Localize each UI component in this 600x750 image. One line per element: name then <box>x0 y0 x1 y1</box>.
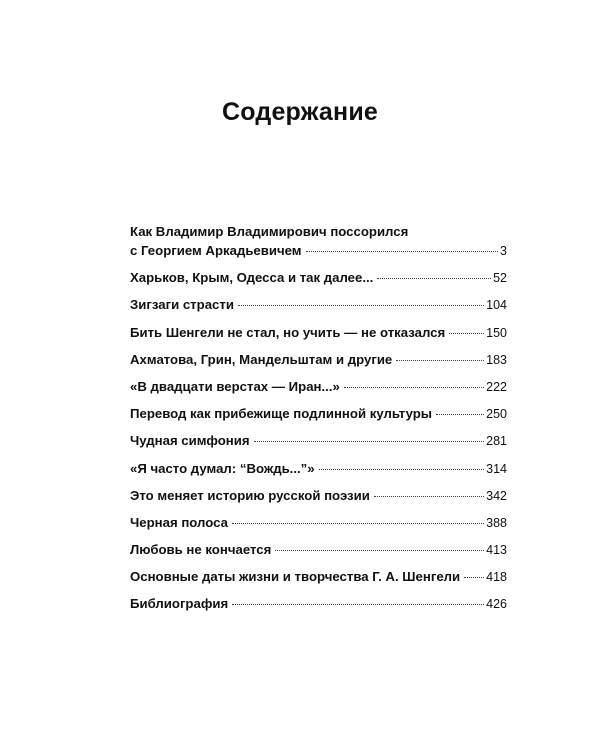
toc-entry-title: Зигзаги страсти <box>130 297 234 313</box>
toc-entry-title: Харьков, Крым, Одесса и так далее... <box>130 270 374 286</box>
toc-entry[interactable] <box>130 594 507 614</box>
dot-leader <box>344 387 484 388</box>
dot-leader <box>232 523 484 524</box>
toc-entry[interactable] <box>130 222 507 261</box>
toc-entry[interactable] <box>130 377 507 397</box>
toc-entry[interactable] <box>130 567 507 587</box>
toc-entry[interactable] <box>130 540 507 560</box>
toc-page-number: 418 <box>486 570 507 585</box>
dot-leader <box>396 360 484 361</box>
toc-page-number: 183 <box>486 352 507 367</box>
dot-leader <box>464 577 484 578</box>
toc-entry[interactable] <box>130 486 507 506</box>
toc-entry-title: Перевод как прибежище подлинной культуры <box>130 406 433 422</box>
toc-entry[interactable] <box>130 513 507 533</box>
toc-page-number: 426 <box>486 597 507 612</box>
toc-page-number: 342 <box>486 488 507 503</box>
toc-page-number: 104 <box>486 298 507 313</box>
dot-leader <box>275 550 484 551</box>
toc-entry[interactable] <box>130 404 507 424</box>
toc-entry-title: Основные даты жизни и творчества Г. А. Шенгели <box>130 569 461 585</box>
toc-page-number: 3 <box>500 244 507 258</box>
dot-leader <box>377 278 491 279</box>
dot-leader <box>319 469 485 470</box>
toc-entry-title: Ахматова, Грин, Мандельштам и другие <box>130 351 393 367</box>
toc-page-number: 222 <box>486 379 507 394</box>
toc-entry-title: с Георгием Аркадьевичем <box>130 243 302 258</box>
toc-page-number: 281 <box>486 434 507 449</box>
toc-page-number: 52 <box>493 271 507 286</box>
toc-page-number: 250 <box>486 407 507 422</box>
toc-entry-title: «В двадцати верстах — Иран...» <box>130 378 340 394</box>
toc-page-number: 413 <box>486 543 507 558</box>
toc-entry[interactable] <box>130 268 507 288</box>
toc-entry[interactable] <box>130 350 507 370</box>
page-title: Содержание <box>221 98 379 126</box>
toc-entry-title-line1: Как Владимир Владимирович поссорился <box>130 224 409 239</box>
toc-page-number: 314 <box>486 461 507 476</box>
toc-entry-title: Библиография <box>130 596 229 612</box>
dot-leader <box>254 441 485 442</box>
toc-page-number: 388 <box>486 515 507 530</box>
toc-entry-title: Бить Шенгели не стал, но учить — не отказался <box>130 324 446 340</box>
table-of-contents <box>130 222 507 622</box>
toc-entry[interactable] <box>130 431 507 451</box>
dot-leader <box>436 414 484 415</box>
toc-entry-title: Любовь не кончается <box>130 542 272 558</box>
toc-entry-title: «Я часто думал: “Вождь...”» <box>130 460 315 476</box>
dot-leader <box>232 604 484 605</box>
toc-page-number: 150 <box>486 325 507 340</box>
toc-entry[interactable] <box>130 295 507 315</box>
toc-entry[interactable] <box>130 323 507 343</box>
toc-entry-title: Чудная симфония <box>130 433 250 449</box>
toc-entry-title: Это меняет историю русской поэзии <box>130 487 370 503</box>
dot-leader <box>306 251 499 252</box>
dot-leader <box>238 305 484 306</box>
dot-leader <box>374 496 484 497</box>
toc-entry-title: Черная полоса <box>130 514 228 530</box>
dot-leader <box>449 333 484 334</box>
toc-entry[interactable] <box>130 459 507 479</box>
